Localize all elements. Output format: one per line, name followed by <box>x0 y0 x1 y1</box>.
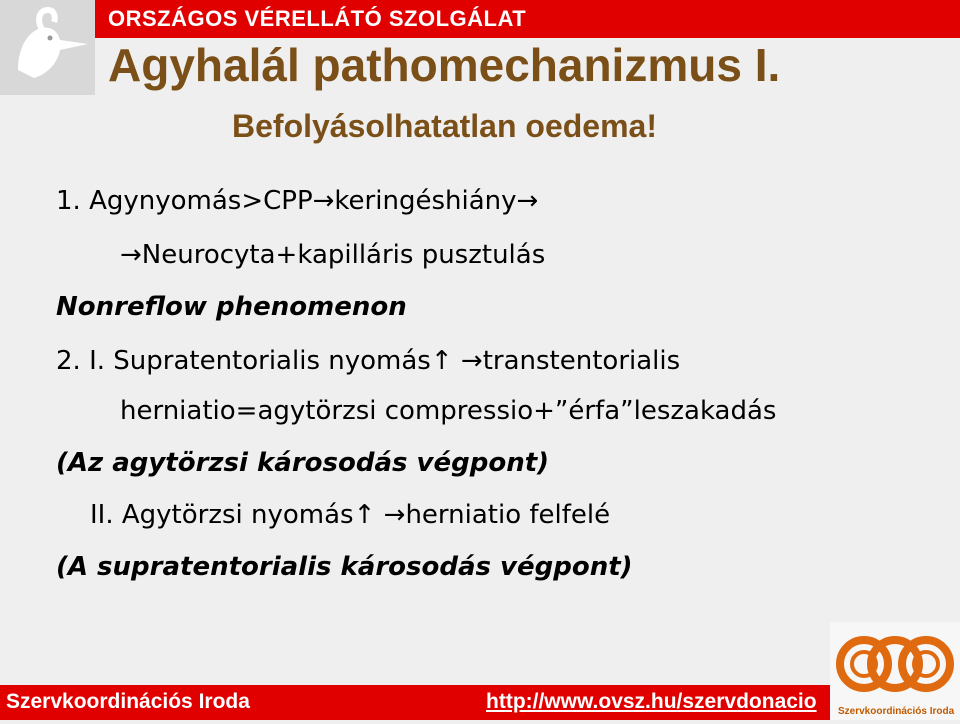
footer-url-link[interactable]: http://www.ovsz.hu/szervdonacio <box>486 690 817 713</box>
right-arrow-icon: → <box>383 500 406 530</box>
up-arrow-icon: ↑ <box>353 500 376 530</box>
slide-subtitle: Befolyásolhatatlan oedema! <box>232 108 657 144</box>
line1-text-b: keringéshiány <box>334 186 517 216</box>
content-line-3: Nonreflow phenomenon <box>56 292 407 322</box>
org-name: ORSZÁGOS VÉRELLÁTÓ SZOLGÁLAT <box>108 6 527 31</box>
content-line-7 <box>90 500 610 530</box>
pelican-logo <box>0 0 95 95</box>
line4-text: 2. I. Supratentorialis nyomás <box>56 346 431 376</box>
footer-org-name: Szervkoordinációs Iroda <box>6 690 250 713</box>
content-line-2 <box>120 240 545 270</box>
right-arrow-icon: → <box>120 240 142 270</box>
line4-text-b: transtentorialis <box>482 346 681 376</box>
logo-caption: Szervkoordinációs Iroda <box>838 706 955 717</box>
content-line-1 <box>56 186 538 216</box>
right-arrow-icon: → <box>312 186 335 216</box>
content-line-6: (Az agytörzsi károsodás végpont) <box>56 448 550 478</box>
line2-text: Neurocyta+kapilláris pusztulás <box>141 240 546 270</box>
up-arrow-icon: ↑ <box>430 346 453 376</box>
content-line-5: herniatio=agytörzsi compressio+”érfa”leszakadás <box>120 396 777 426</box>
line1-text: 1. Agynyomás>CPP <box>56 186 313 216</box>
content-line-4 <box>56 346 680 376</box>
line7-text: II. Agytörzsi nyomás <box>90 500 354 530</box>
right-arrow-icon: → <box>516 186 539 216</box>
slide-title: Agyhalál pathomechanizmus I. <box>108 39 781 91</box>
right-arrow-icon: → <box>460 346 483 376</box>
content-line-8: (A supratentorialis károsodás végpont) <box>56 552 633 582</box>
line7-text-b: herniatio felfelé <box>405 500 611 530</box>
